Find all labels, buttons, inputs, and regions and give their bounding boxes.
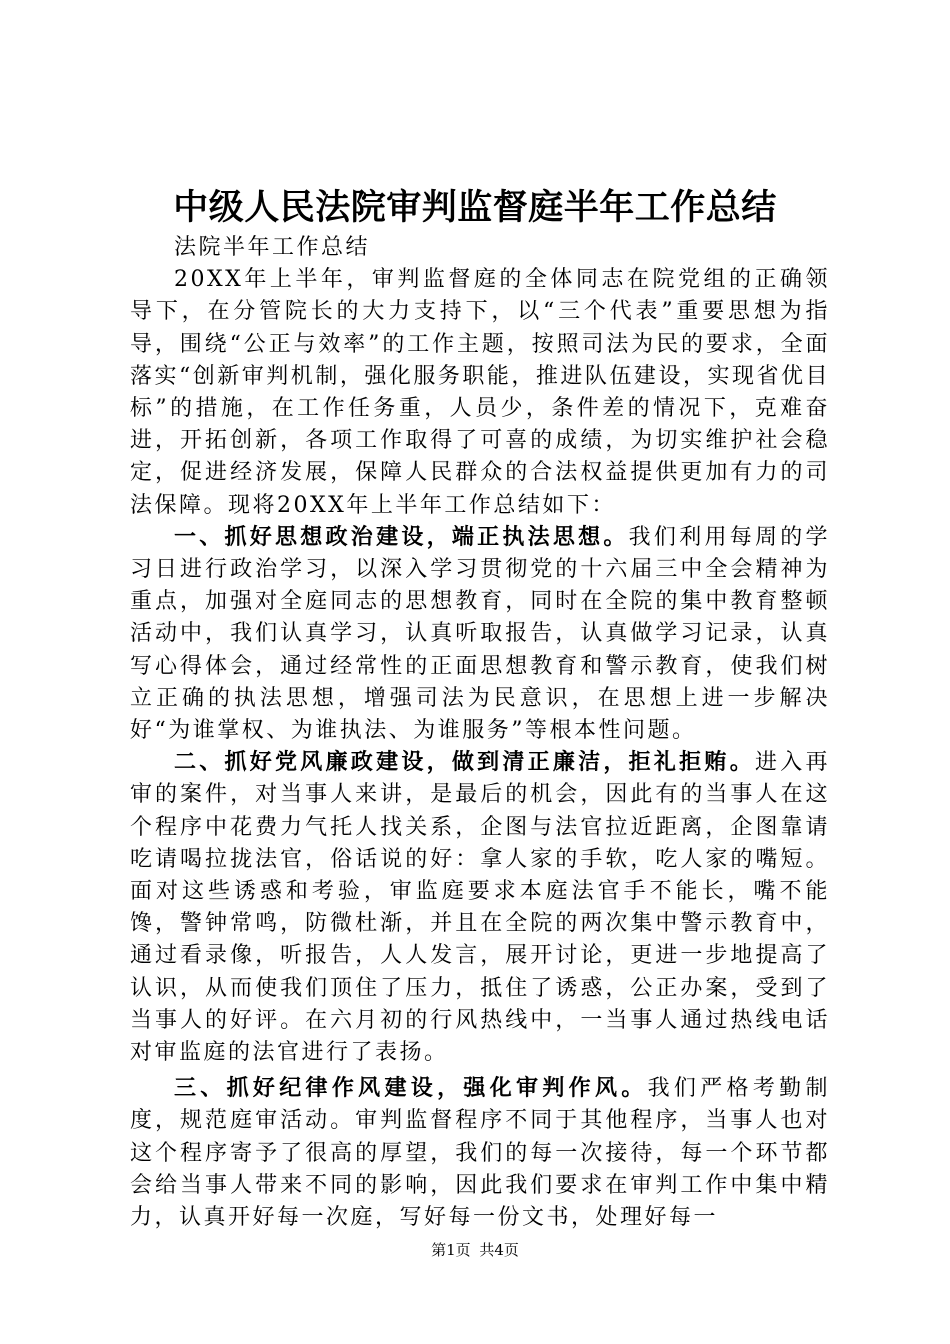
document-title: 中级人民法院审判监督庭半年工作总结 [173,188,777,228]
document-body [130,232,830,1234]
section-paragraph-3 [130,1073,830,1234]
section-paragraph-1 [130,522,830,747]
page-number: 第1页 共4页 [431,1241,519,1259]
intro-paragraph: 20XX年上半年，审判监督庭的全体同志在院党组的正确领导下，在分管院长的大力支持下，以“三个代表”重要思想为指导，围绕“公正与效率”的工作主题，按照司法为民的要求，全面落实“创新审判机制，强化服务职能，推进队伍建设，实现省优目标”的措施，在工作任务重，人员少，条件差的情况下，克难奋进，开拓创新，各项工作取得了可喜的成绩，为切实维护社会稳定，促进经济发展，保障人民群众的合法权益提供更加有力的司法保障。现将20XX年上半年工作总结如下： [130,267,830,518]
section-heading-2: 二、抓好党风廉政建设，做到清正廉洁，拒礼拒贿。 [174,750,755,776]
section-text-2: 进入再审的案件，对当事人来讲，是最后的机会，因此有的当事人在这个程序中花费力气托人找关系，企图与法官拉近距离，企图靠请吃请喝拉拢法官，俗话说的好：拿人家的手软，吃人家的嘴短。面对这些诱惑和考验，审监庭要求本庭法官手不能长，嘴不能馋，警钟常鸣，防微杜渐，并且在全院的两次集中警示教育中，通过看录像，听报告，人人发言，展开讨论，更进一步地提高了认识，从而使我们顶住了压力，抵住了诱惑，公正办案，受到了当事人的好评。在六月初的行风热线中，一当事人通过热线电话对审监庭的法官进行了表扬。 [130,750,830,1066]
section-paragraph-2 [130,747,830,1069]
subtitle: 法院半年工作总结 [174,235,371,260]
section-heading-1: 一、抓好思想政治建设，端正执法思想。 [174,524,629,550]
section-text-3: 我们严格考勤制度，规范庭审活动。审判监督程序不同于其他程序，当事人也对这个程序寄予了很高的厚望，我们的每一次接待，每一个环节都会给当事人带来不同的影响，因此我们要求在审判工作中集中精力，认真开好每一次庭，写好每一份文书，处理好每一 [130,1076,830,1231]
section-text-1: 我们利用每周的学习日进行政治学习，以深入学习贯彻党的十六届三中全会精神为重点，加强对全庭同志的思想教育，同时在全院的集中教育整顿活动中，我们认真学习，认真听取报告，认真做学习记录，认真写心得体会，通过经常性的正面思想教育和警示教育，使我们树立正确的执法思想，增强司法为民意识，在思想上进一步解决好“为谁掌权、为谁执法、为谁服务”等根本性问题。 [130,524,830,744]
section-heading-3: 三、抓好纪律作风建设，强化审判作风。 [174,1076,648,1102]
